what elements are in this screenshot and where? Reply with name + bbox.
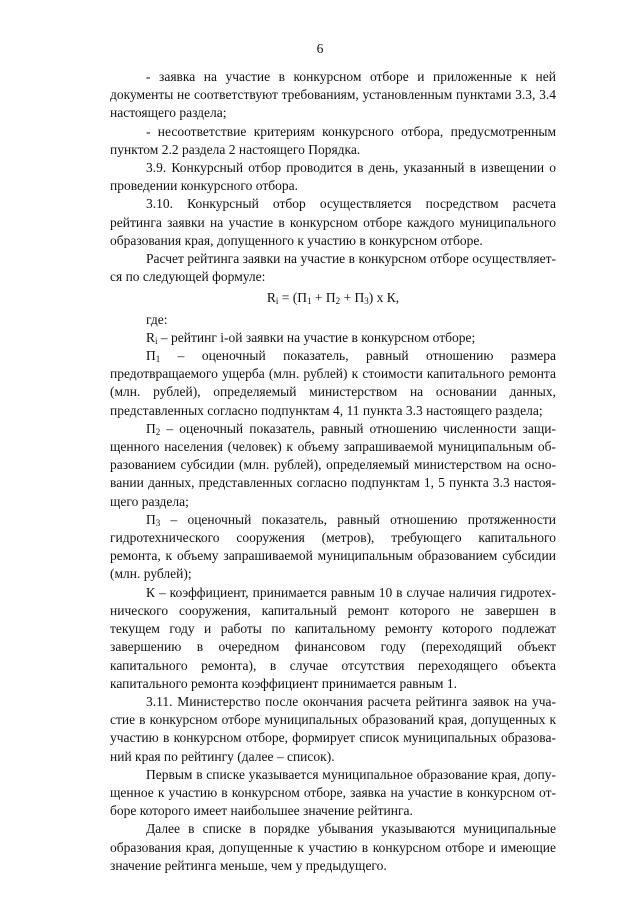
- page-number: 6: [316, 41, 324, 56]
- paragraph-list-first: Первым в списке указывается муниципальное образование края, допущенное к участию в конкурсном отборе, заявка на участие в конкурсном отборе которого имеет наибольшее значение рейтинга.: [110, 766, 556, 819]
- paragraph-criteria-docs: - заявка на участие в конкурсном отборе и приложенные к ней документы не соответствуют требованиям, установленным пунктами 3.3, 3.4 настоящего раздела;: [110, 69, 556, 121]
- paragraph-3-10: 3.10. Конкурсный отбор осуществляется посредством расчета рейтинга заявки на участие в конкурсном отборе каждого муниципального образования края, допущенного к участию в конкурсном отборе.: [110, 196, 556, 248]
- paragraph-3-9: 3.9. Конкурсный отбор проводится в день, указанный в извещении о проведении конкурсного отбора.: [110, 160, 556, 194]
- paragraph-list-order: Далее в списке в порядке убывания указываются муниципальные образования края, допущенные к участию в конкурсном отборе и имеющие значение рейтинга меньше, чем у предыдущего.: [110, 821, 556, 873]
- paragraph-3-11: 3.11. Министерство после окончания расчета рейтинга заявок на участие в конкурсном отборе муниципальных образований края, допущенных к участию в конкурсном отборе, формирует список муниципальных образований края по рейтингу (далее – список).: [110, 693, 556, 764]
- definition-k: К – коэффициент, принимается равным 10 в случае наличия гидротехнического сооружения, капитальный ремонт которого не завершен в текущем году и работы по капитальному ремонту которого подлежат завершению в очередном финансовом году (переходящий объект капитального ремонта), в случае отсутствия переходящего объекта капитального ремонта коэффициент принимается равным 1.: [110, 584, 556, 691]
- definition-ri: $R_i$ – рейтинг i-ой заявки на участие в конкурсном отборе;: [146, 329, 476, 346]
- paragraph-criteria-mismatch: - несоответствие критериям конкурсного отбора, предусмотренным пунктом 2.2 раздела 2 настоящего Порядка.: [110, 123, 556, 157]
- definition-p1: $П_1$ – оценочный показатель, равный отношению размера предотвращаемого ущерба (млн. рублей) к стоимости капитального ремонта (млн. рублей), определяемый министерством на основании данных, представленных согласно подпунктам 4, 11 пункта 3.3 настоящего раздела;: [110, 348, 556, 418]
- rating-formula: $R_i = (П_1 + П_2 + П_3)$ х К,: [266, 290, 400, 307]
- definition-p2: $П_2$ – оценочный показатель, равный отношению численности защищенного населения (человек) к объему запрашиваемой муниципальным образованием субсидии (млн. рублей), определяемый министерством на основании данных, представленных согласно подпунктам 1, 5 пункта 3.3 настоящего раздела;: [110, 420, 556, 509]
- where-label: где:: [146, 311, 168, 327]
- paragraph-rating-intro: Расчет рейтинга заявки на участие в конкурсном отборе осуществляется по следующей формуле:: [110, 251, 556, 285]
- definition-p3: $П_3$ – оценочный показатель, равный отношению протяженности гидротехнического сооружения (метров), требующего капитального ремонта, к объему запрашиваемой муниципальным образованием субсидии (млн. рублей);: [110, 511, 556, 582]
- document-body: [110, 68, 556, 875]
